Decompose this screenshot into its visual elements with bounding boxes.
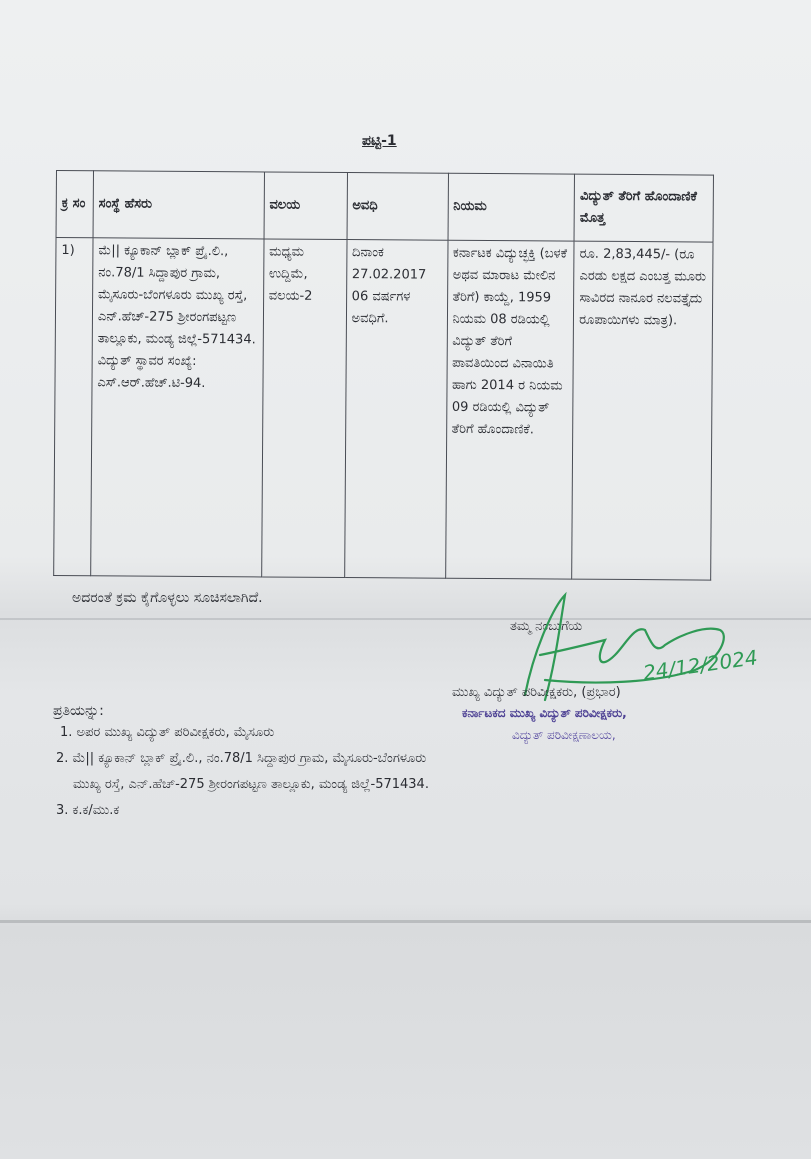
table-header-row	[56, 171, 713, 243]
cell-amount: ರೂ. 2,83,445/- (ರೂ ಎರಡು ಲಕ್ಷದ ಎಂಬತ್ತ ಮೂರು ಸಾವಿರದ ನಾನೂರ ನಲವತ್ತೈದು ರೂಪಾಯಿಗಳು ಮಾತ್ರ).	[572, 241, 713, 580]
header-rule: ನಿಯಮ	[448, 173, 575, 241]
header-amount: ವಿದ್ಯುತ್ ತೆರಿಗೆ ಹೊಂದಾಣಿಕೆ ಮೊತ್ತ	[574, 174, 713, 242]
office-stamp: ಕರ್ನಾಟಕದ ಮುಖ್ಯ ವಿದ್ಯುತ್ ಪರಿವೀಕ್ಷಕರು,	[462, 706, 627, 720]
cell-period: ದಿನಾಂಕ 27.02.2017 06 ವರ್ಷಗಳ ಅವಧಿಗೆ.	[344, 240, 447, 579]
copy-to-item: 1. ಅಪರ ಮುಖ್ಯ ವಿದ್ಯುತ್ ಪರಿವೀಕ್ಷಕರು, ಮೈಸೂರು	[60, 725, 275, 740]
closing-text: ತಮ್ಮ ನಂಬುಗೆಯ	[510, 619, 583, 634]
cell-sl: 1)	[54, 238, 93, 576]
instruction-note: ಅದರಂತೆ ಕ್ರಮ ಕೈಗೊಳ್ಳಲು ಸೂಚಿಸಲಾಗಿದೆ.	[72, 590, 263, 606]
details-table	[53, 170, 714, 581]
cell-zone: ಮಧ್ಯಮ ಉದ್ದಿಮೆ, ವಲಯ-2	[261, 239, 346, 578]
copy-to-heading: ಪ್ರತಿಯನ್ನು:	[53, 703, 104, 719]
page-title: ಪಟ್ಟಿ-1	[362, 133, 397, 149]
copy-to-item: 3. ಕ.ಕ/ಮು.ಕ	[56, 803, 120, 818]
header-name: ಸಂಸ್ಥೆ ಹೆಸರು	[93, 171, 264, 239]
copy-to-item: ಮುಖ್ಯ ರಸ್ತೆ, ಎನ್.ಹೆಚ್-275 ಶ್ರೀರಂಗಪಟ್ಟಣ ತಾಲ್ಲೂಕು, ಮಂಡ್ಯ ಜಿಲ್ಲೆ-571434.	[73, 777, 429, 792]
header-sl: ಕ್ರ ಸಂ	[56, 171, 93, 238]
signature-date: 24/12/2024	[641, 645, 760, 685]
cell-rule: ಕರ್ನಾಟಕ ವಿದ್ಯುಚ್ಛಕ್ತಿ (ಬಳಕೆ ಅಥವ ಮಾರಾಟ ಮೇಲಿನ ತೆರಿಗೆ) ಕಾಯ್ದೆ, 1959 ನಿಯಮ 08 ರಡಿಯಲ್ಲಿ ವಿದ್ಯುತ್ ತೆರಿಗೆ ಪಾವತಿಯಿಂದ ವಿನಾಯಿತಿ ಹಾಗು 2014 ರ ನಿಯಮ 09 ರಡಿಯಲ್ಲಿ ವಿದ್ಯುತ್ ತೆರಿಗೆ ಹೊಂದಾಣಿಕೆ.	[445, 240, 574, 579]
header-zone: ವಲಯ	[264, 172, 347, 240]
office-stamp-subline: ವಿದ್ಯುತ್ ಪರಿವೀಕ್ಷಣಾಲಯ,	[512, 728, 616, 742]
paper-fold	[0, 920, 811, 923]
signer-designation: ಮುಖ್ಯ ವಿದ್ಯುತ್ ಪರಿವೀಕ್ಷಕರು, (ಪ್ರಭಾರ)	[452, 685, 621, 700]
copy-to-item: 2. ಮೆ|| ಕ್ಯೂಕಾನ್ ಬ್ಲಾಕ್ ಪ್ರೈ.ಲಿ., ನಂ.78/1 ಸಿದ್ದಾಪುರ ಗ್ರಾಮ, ಮೈಸೂರು-ಬೆಂಗಳೂರು	[56, 751, 427, 766]
header-period: ಅವಧಿ	[347, 173, 448, 241]
table-row	[54, 238, 713, 581]
cell-name: ಮೆ|| ಕ್ಯೂಕಾನ್ ಬ್ಲಾಕ್ ಪ್ರೈ.ಲಿ., ನಂ.78/1 ಸಿದ್ದಾಪುರ ಗ್ರಾಮ, ಮೈಸೂರು-ಬೆಂಗಳೂರು ಮುಖ್ಯ ರಸ್ತೆ, ಎನ್.ಹೆಚ್-275 ಶ್ರೀರಂಗಪಟ್ಟಣ ತಾಲ್ಲೂಕು, ಮಂಡ್ಯ ಜಿಲ್ಲೆ-571434. ವಿದ್ಯುತ್ ಸ್ಥಾವರ ಸಂಖ್ಯೆ: ಎಸ್.ಆರ್.ಹೆಚ್.ಟಿ-94.	[91, 238, 264, 577]
